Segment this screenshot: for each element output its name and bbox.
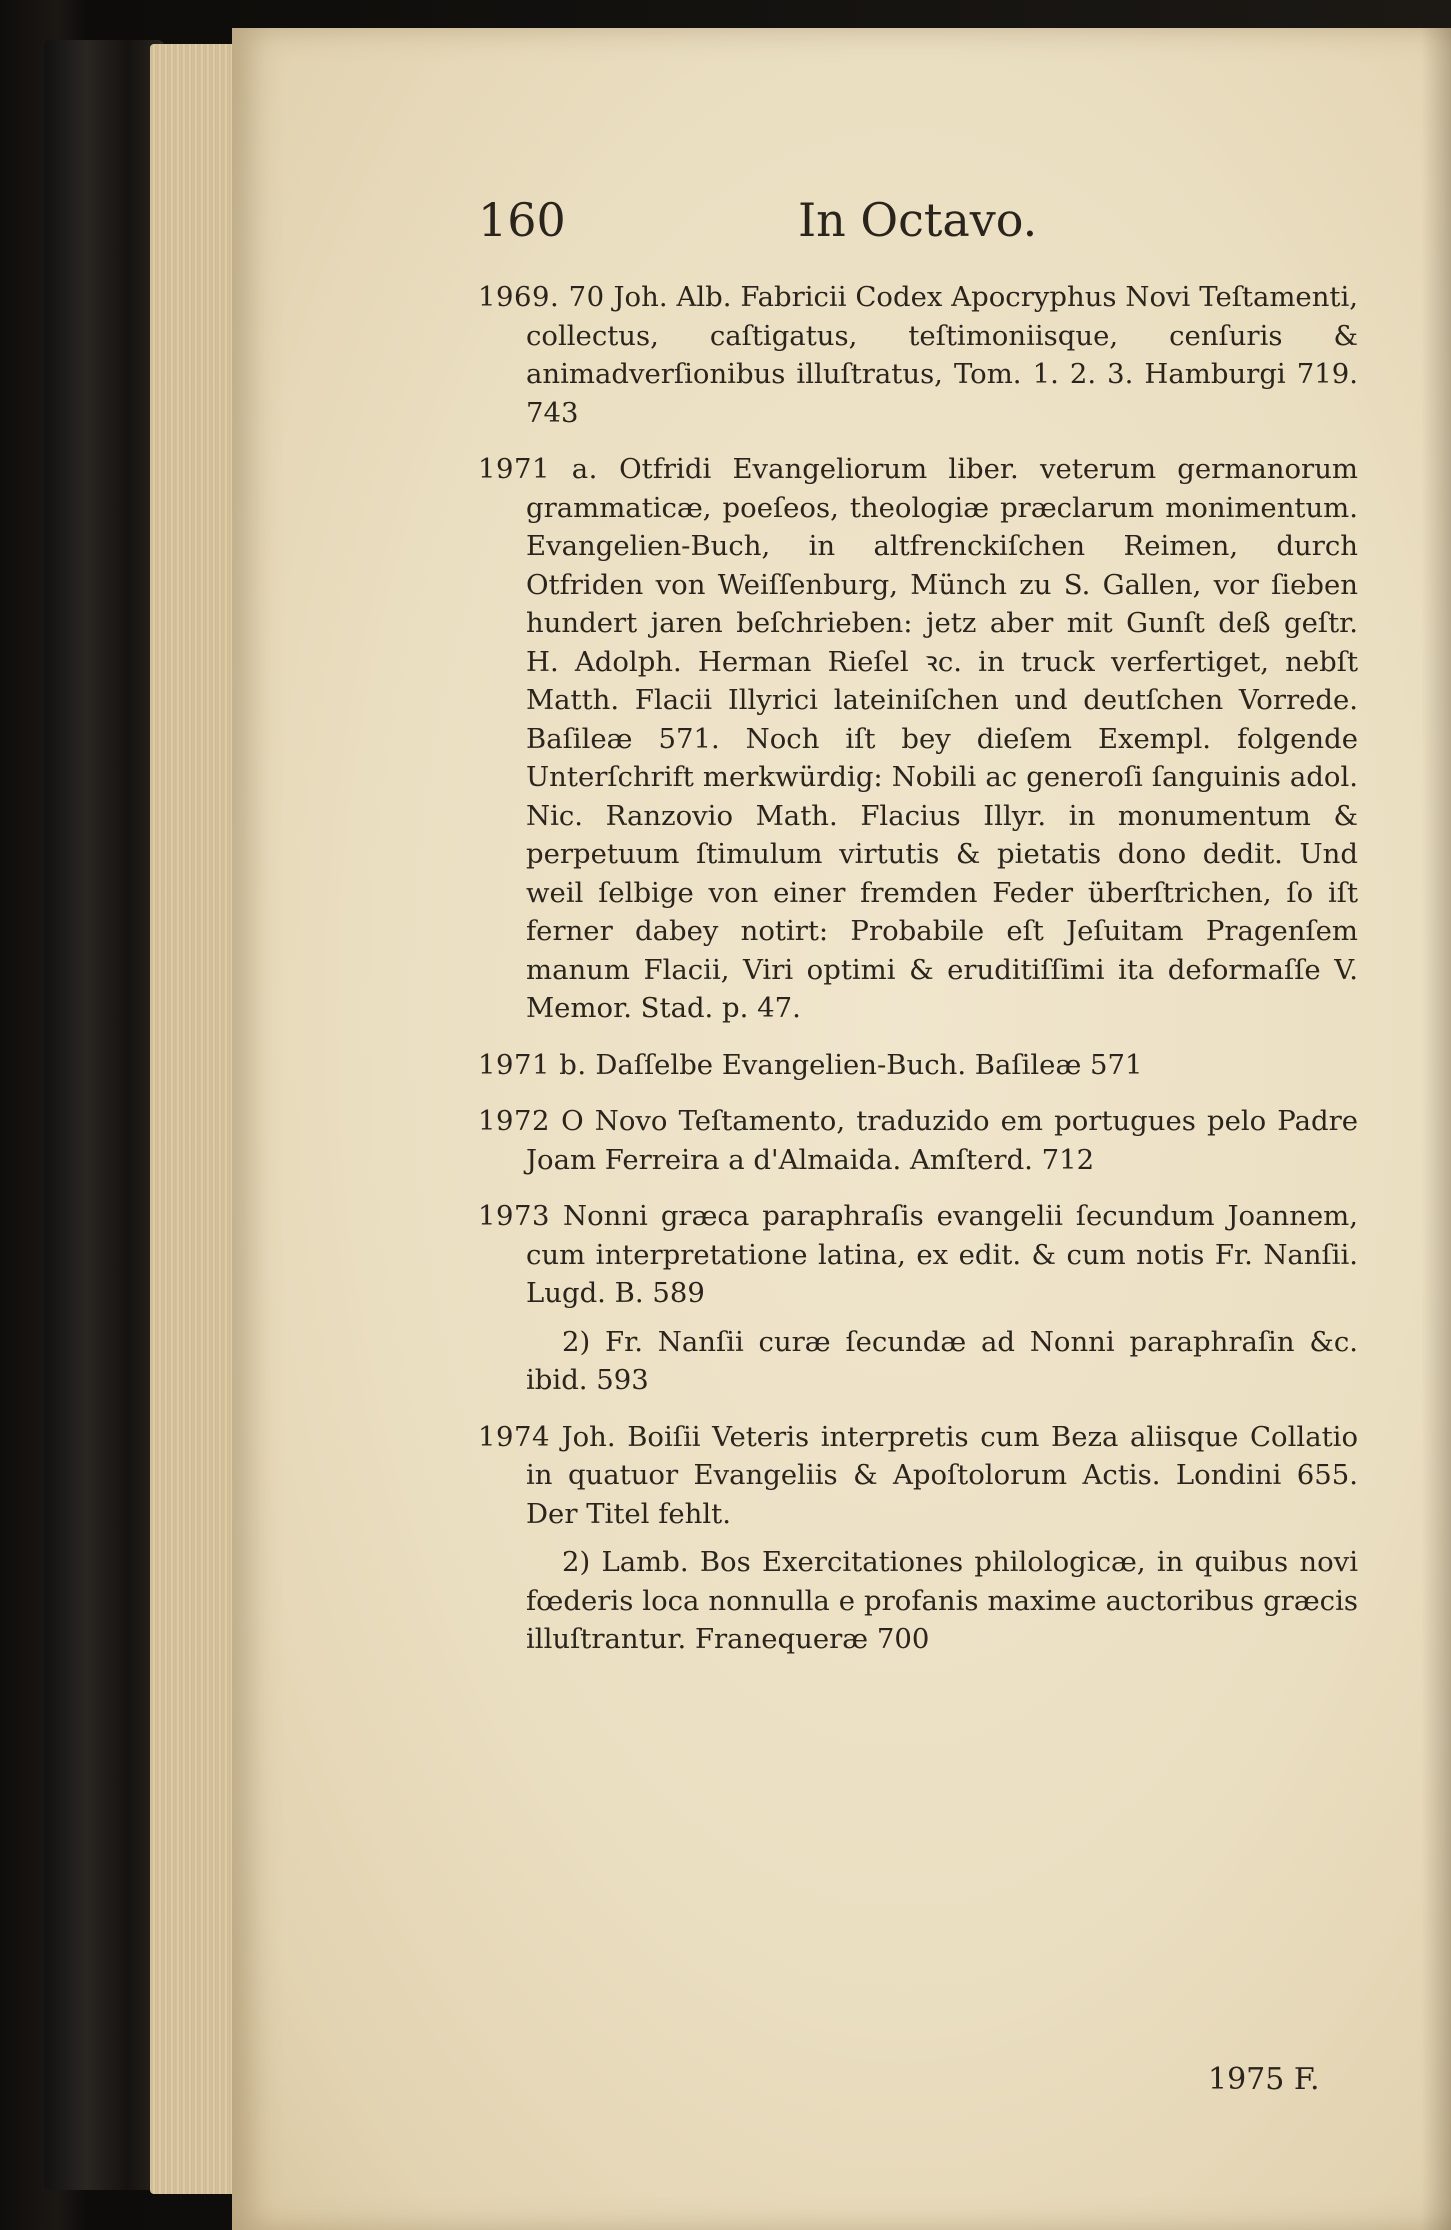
entry-text: Nonni græca paraphraſis evangelii ſecundum Joannem, cum interpretatione latina, ex edit. & cum notis Fr. Nanſii. Lugd. B. 589 [526,1200,1358,1309]
entry-number: 1973 [478,1200,550,1232]
entry-number: 1972 [478,1105,550,1137]
catalog-entry [478,450,1358,1028]
catchword: 1975 F. [1208,2062,1320,2097]
entry-text: Daſſelbe Evangelien-Buch. Baſileæ 571 [595,1048,1143,1081]
catalog-entry [478,1418,1358,1534]
catalog-entry [478,278,1358,432]
catalog-entries [478,278,1358,1677]
entry-number: 1974 [478,1420,550,1453]
catalog-entry [478,1197,1358,1313]
entry-text: O Novo Teſtamento, traduzido em portugues pelo Padre Joam Ferreira a d'Almaida. Amſterd. 712 [526,1105,1358,1176]
entry-number: 1971 a. [478,453,598,485]
entry-text: Joh. Alb. Fabricii Codex Apocryphus Novi Teſtamenti, collectus, caſtigatus, teſtimoniisque, cenſuris & animadverſionibus illuſtratus, Tom. 1. 2. 3. Hamburgi 719. 743 [526,281,1359,429]
catalog-entry [478,1102,1358,1179]
entry-text: Otfridi Evangeliorum liber. veterum germanorum grammaticæ, poeſeos, theologiæ præclarum monimentum. Evangelien-Buch, in altfrenckiſchen Reimen, durch Otfriden von Weiſſenburg, Münch zu S. Gallen, vor ſieben hundert jaren beſchrieben: jetz aber mit Gunſt deß geſtr. H. Adolph. Herman Rieſel ꝛc. in truck verfertiget, nebſt Matth. Flacii Illyrici lateiniſchen und deutſchen Vorrede. Baſileæ 571. Noch iſt bey dieſem Exempl. folgende Unterſchrift merkwürdig: Nobili ac generoſi ſanguinis adol. Nic. Ranzovio Math. Flacius Illyr. in monumentum & perpetuum ſtimulum virtutis & pietatis dono dedit. Und weil ſelbige von einer fremden Feder überſtrichen, ſo iſt ferner dabey notirt: Probabile eſt Jeſuitam Pragenſem manum Flacii, Viri optimi & eruditiſſimi ita deformaſſe V. Memor. Stad. p. 47. [526,453,1358,1024]
entry-text: Joh. Boiſii Veteris interpretis cum Beza aliisque Collatio in quatuor Evangeliis & Apoſtolorum Actis. Londini 655. Der Titel fehlt. [526,1420,1358,1530]
entry-number: 1971 b. [478,1048,587,1081]
page-number: 160 [478,193,566,247]
running-title: In Octavo. [798,193,1038,247]
catalog-entry [478,1046,1358,1085]
book-binding [44,40,164,2190]
page-header [478,188,1358,252]
catalog-subentry: 2) Fr. Nanſii curæ ſecundæ ad Nonni paraphraſin &c. ibid. 593 [526,1325,1358,1396]
entry-number: 1969. 70 [478,281,605,313]
catalog-subentry: 2) Lamb. Bos Exercitationes philologicæ, in quibus novi fœderis loca nonnulla e profanis maxime auctoribus græcis illuſtrantur. Franequeræ 700 [526,1546,1358,1655]
